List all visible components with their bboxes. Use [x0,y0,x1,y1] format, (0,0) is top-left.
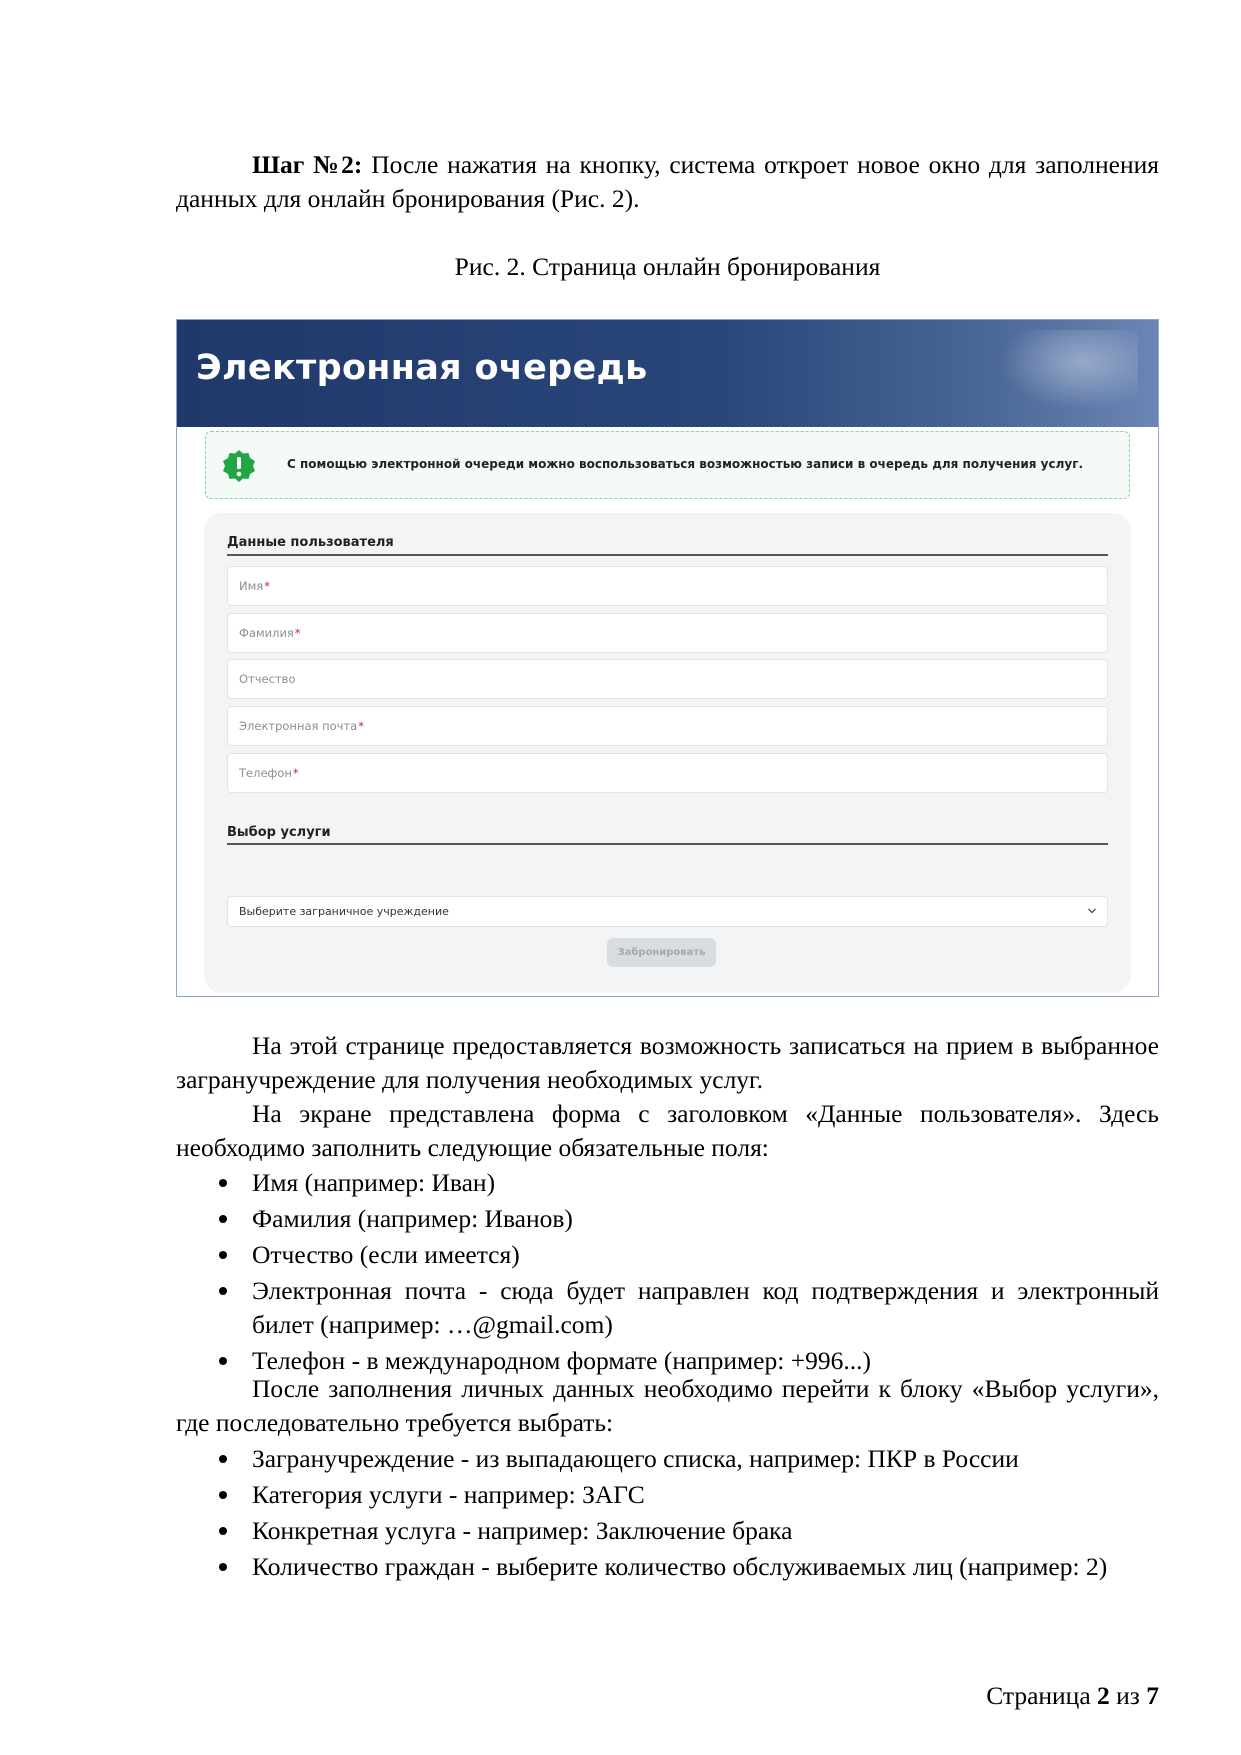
patronymic-placeholder: Отчество [239,672,296,686]
step-label: Шаг №2: [252,150,363,179]
phone-placeholder: Телефон* [239,766,299,780]
figure-caption: Рис. 2. Страница онлайн бронирования [454,252,881,281]
paragraph-3: После заполнения личных данных необходимо перейти к блоку «Выбор услуги», где последовательно требуется выбрать: [176,1374,1159,1437]
list-item: Телефон - в международном формате (например: +996...) [176,1344,1159,1378]
section-divider [227,843,1108,845]
first-name-placeholder: Имя* [239,579,270,593]
step-text: После нажатия на кнопку, система откроет новое окно для заполнения данных для онлайн бронирования (Рис. 2). [176,150,1159,213]
user-data-title: Данные пользователя [227,535,394,550]
list-item: Количество граждан - выберите количество обслуживаемых лиц (например: 2) [176,1550,1159,1584]
list-item: Отчество (если имеется) [176,1238,1159,1272]
email-input[interactable] [227,706,1108,746]
list-item: Загранучреждение - из выпадающего списка, например: ПКР в России [176,1442,1159,1476]
book-button[interactable]: Забронировать [607,938,716,967]
exclamation-badge-icon [222,449,256,483]
service-steps-list [176,1442,1159,1584]
required-fields-list [176,1166,1159,1378]
list-item: Конкретная услуга - например: Заключение брака [176,1514,1159,1548]
list-item: Имя (например: Иван) [176,1166,1159,1200]
step-paragraph [176,148,1159,216]
first-name-input[interactable] [227,566,1108,606]
last-name-input[interactable] [227,613,1108,653]
booking-page-screenshot [176,319,1159,997]
list-item: Электронная почта - сюда будет направлен код подтверждения и электронный билет (например: …@gmail.com) [176,1274,1159,1342]
section-divider [227,554,1108,556]
banner-title: Электронная очередь [196,348,648,388]
list-item: Категория услуги - например: ЗАГС [176,1478,1159,1512]
phone-input[interactable] [227,753,1108,793]
institution-select-placeholder: Выберите заграничное учреждение [239,905,449,918]
paragraph-1: На этой странице предоставляется возможность записаться на прием в выбранное загранучреждение для получения необходимых услуг. [176,1031,1159,1094]
paragraph-2: На экране представлена форма с заголовком «Данные пользователя». Здесь необходимо заполнить следующие обязательные поля: [176,1099,1159,1162]
header-banner [177,320,1158,427]
info-notice [205,431,1130,499]
chevron-down-icon [1087,907,1097,915]
patronymic-input[interactable] [227,659,1108,699]
last-name-placeholder: Фамилия* [239,626,301,640]
email-placeholder: Электронная почта* [239,719,364,733]
notice-text: С помощью электронной очереди можно воспользоваться возможностью записи в очередь для получения услуг. [287,457,1084,471]
booking-form [204,513,1131,993]
page-number: Страница 2 из 7 [986,1681,1159,1710]
institution-select[interactable] [227,896,1108,927]
list-item: Фамилия (например: Иванов) [176,1202,1159,1236]
service-selection-title: Выбор услуги [227,825,331,840]
